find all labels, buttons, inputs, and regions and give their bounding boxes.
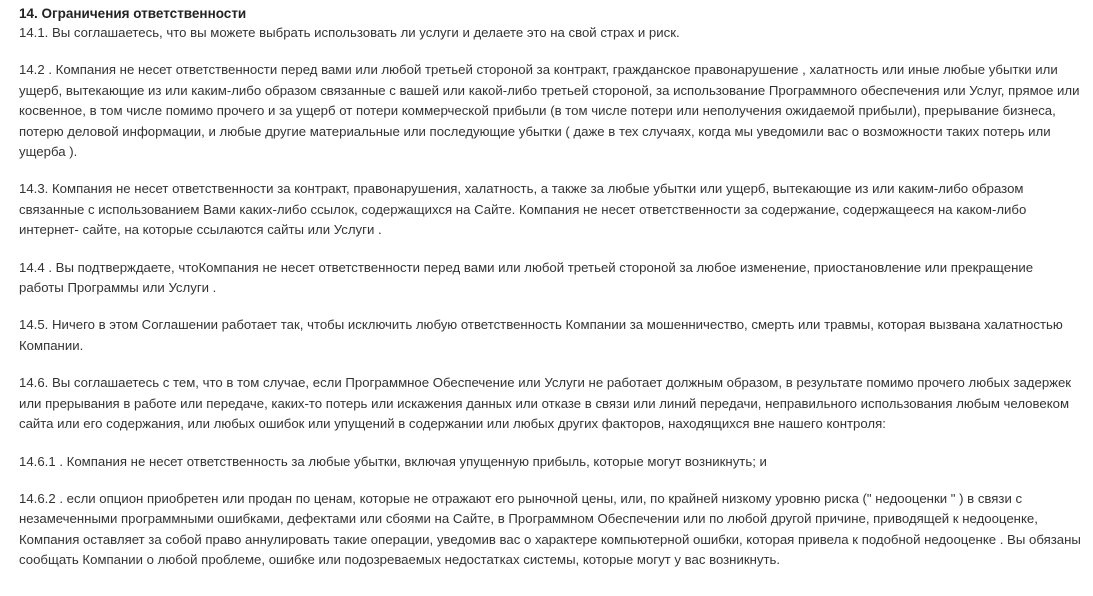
paragraph-14-4: 14.4 . Вы подтверждаете, чтоКомпания не несет ответственности перед вами или любой третьей стороной за любое изменение, приостановление или прекращение работы Программы или Услуги .: [19, 259, 1034, 296]
paragraph-14-1: 14.1. Вы соглашаетесь, что вы можете выбрать использовать ли услуги и делаете это на свой страх и риск.: [19, 25, 680, 40]
paragraph-14-6: 14.6. Вы соглашаетесь с тем, что в том случае, если Программное Обеспечение или Услуги не работает должным образом, в результате помимо прочего любых задержек или прерывания в работе или передаче, каких-то потерь или искажения данных или отказе в связи или линий передачи, неправильного использования любым человеком сайта или его содержания, или любых ошибок или упущений в содержании или любых других факторов, находящихся вне нашего контроля:: [19, 375, 1072, 432]
section-title: 14. Ограничения ответственности: [19, 6, 247, 21]
paragraph-14-6-2: 14.6.2 . если опцион приобретен или продан по ценам, которые не отражают его рыночной цены, или, по крайней низкому уровню риска (" недооценки " ) в связи с незамеченными программными ошибками, дефектами или сбоями на Сайте, в Программном Обеспечении или по любой другой причине, приводящей к недооценке, Компания оставляет за собой право аннулировать такие операции, уведомив вас о характере компьютерной ошибки, которая привела к подобной недооценке . Вы обязаны сообщать Компании о любой проблеме, ошибке или подозреваемых недостатках системы, которые могут у вас возникнуть.: [19, 490, 1081, 568]
paragraph-14-3: 14.3. Компания не несет ответственности за контракт, правонарушения, халатность, а также за любые убытки или ущерб, вытекающие из или каким-либо образом связанные с использованием Вами каких-либо ссылок, содержащихся на Сайте. Компания не несет ответственности за содержание, содержащееся на каком-либо интернет- сайте, на которые ссылаются сайты или Услуги .: [19, 181, 1027, 238]
paragraph-14-6-1: 14.6.1 . Компания не несет ответственность за любые убытки, включая упущенную прибыль, которые могут возникнуть; и: [19, 453, 767, 469]
paragraph-14-5: 14.5. Ничего в этом Соглашении работает так, чтобы исключить любую ответственность Компании за мошенничество, смерть или травмы, которая вызвана халатностью Компании.: [19, 317, 1063, 353]
paragraph-14-2: 14.2 . Компания не несет ответственности перед вами или любой третьей стороной за контракт, гражданское правонарушение , халатность или иные любые убытки или ущерб, вытекающие из или каким-либо образом связанные с вашей или какой-либо третьей стороной, за использование Программного обеспечения или Услуг, прямое или косвенное, в том числе помимо прочего и за ущерб от потери коммерческой прибыли (в том числе потери или неполучения ожидаемой прибыли), прерывание бизнеса, потерю деловой информации, и любые другие материальные или последующие убытки ( даже в тех случаях, когда мы уведомили вас о возможности таких потерь или ущерба ).: [19, 62, 1080, 160]
